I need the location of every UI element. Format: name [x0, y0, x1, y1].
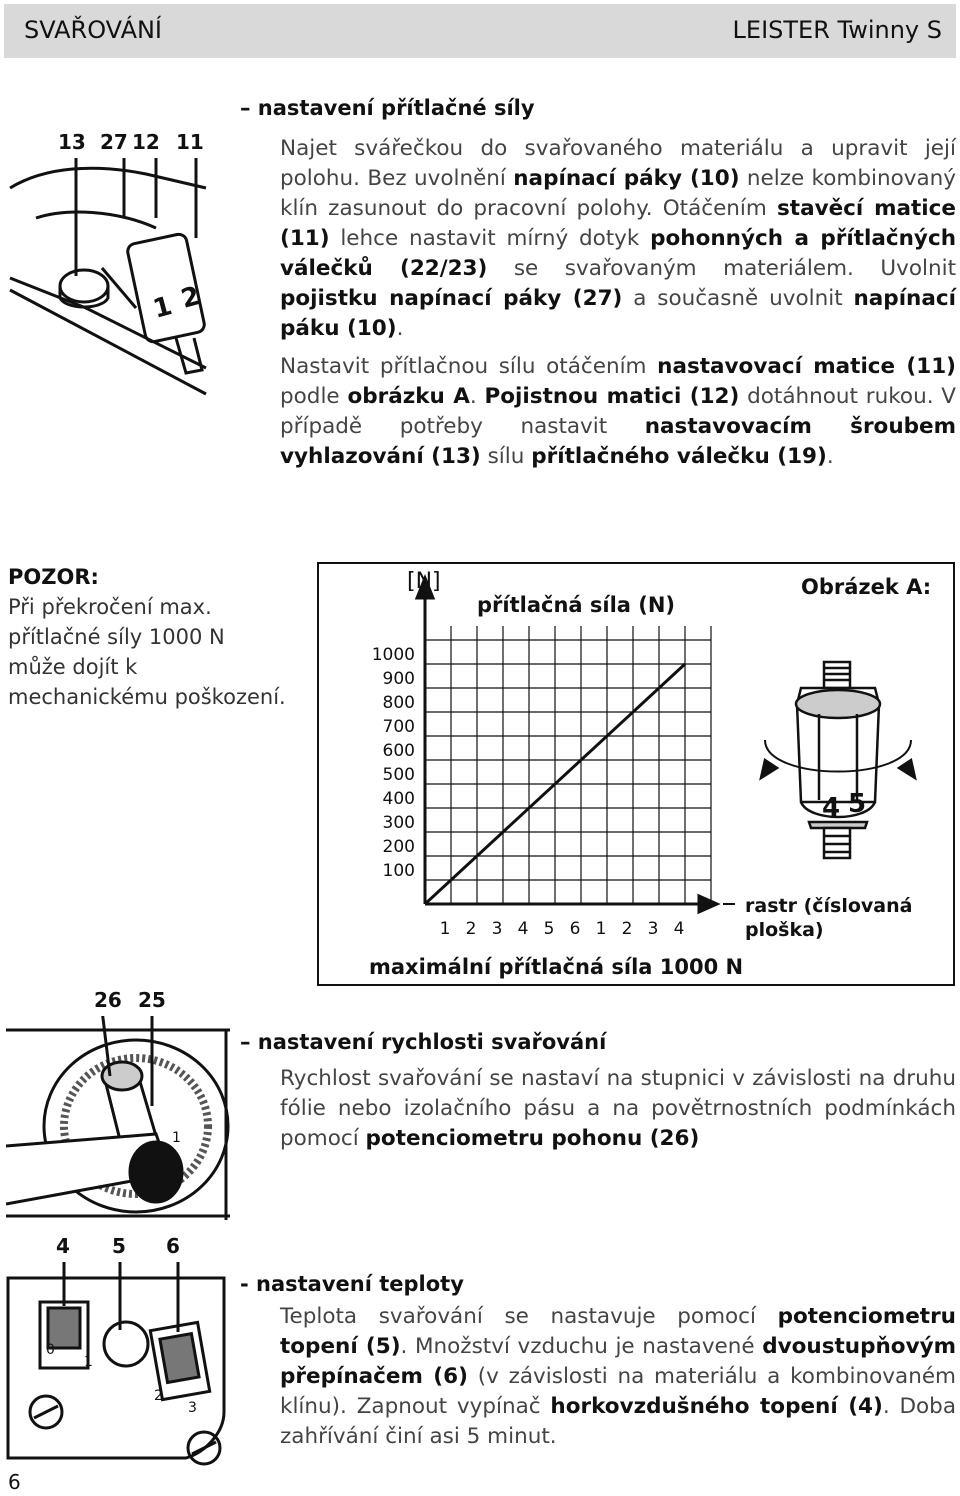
chart-x-tick-label: 3 — [647, 919, 659, 939]
paragraph-pressure-2: Nastavit přítlačnou sílu otáčením nastavovací matice (11) podle obrázku A. Pojistnou matici (12) dotáhnout rukou. V případě potřeby nastavit nastavovacím šroubem vyhlazování (13) sílu přítlačného válečku (19). — [280, 354, 957, 469]
chart-y-tick-label: 400 — [382, 789, 415, 809]
chart-y-tick-label: 500 — [382, 765, 415, 785]
fig3-mark-1: 1 — [84, 1354, 93, 1370]
chart-title: přítlačná síla (N) — [477, 593, 676, 617]
header-product-name: LEISTER Twinny S — [732, 16, 942, 44]
fig3-mark-3: 3 — [188, 1400, 197, 1416]
page-number: 6 — [8, 1470, 21, 1494]
chart-x-tick-label: 3 — [491, 919, 503, 939]
fig1-label-12: 12 — [132, 130, 160, 154]
chart-x-tick-label: 2 — [621, 919, 633, 939]
chart-y-tick-label: 900 — [382, 669, 415, 689]
x-axis-arrow — [699, 896, 717, 912]
fig2-label-25: 25 — [138, 988, 166, 1012]
raster-note: rastr (číslovaná ploška) — [745, 895, 913, 941]
warning-text: Při překročení max. přítlačné síly 1000 N může dojít k mechanickému poškození. — [8, 595, 286, 709]
chart-y-tick-label: 200 — [382, 837, 415, 857]
paragraph-temperature: Teplota svařování se nastavuje pomocí potenciometru topení (5). Množství vzduchu je nastavené dvoustupňovým přepínačem (6) (v závislosti na materiálu a kombinovaném klínu). Zapnout vypínač horkovzdušného topení (4). Doba zahřívání činí asi 5 minut. — [280, 1304, 956, 1449]
paragraph-pressure-1: Najet svářečkou do svařovaného materiálu a upravit její polohu. Bez uvolnění napínací páky (10) nelze kombinovaný klín zasunout do pracovní polohy. Otáčením stavěcí matice (11) lehce nastavit mírný dotyk pohonných a přítlačných válečků (22/23) se svařovaným materiálem. Uvolnit pojistku napínací páky (27) a současně uvolnit napínací páku (10). — [280, 136, 957, 341]
chart-y-axis-label: [N] — [407, 569, 441, 594]
fig1-label-13: 13 — [58, 130, 86, 154]
header-section-title: SVAŘOVÁNÍ — [24, 16, 163, 44]
fig3-label-4: 4 — [56, 1234, 70, 1258]
paragraph-speed: Rychlost svařování se nastaví na stupnici v závislosti na druhu fólie nebo izolačního pásu a na povětrnostních podmínkách pomocí potenciometru pohonu (26) — [280, 1066, 956, 1151]
section-title-pressure: – nastavení přítlačné síly — [240, 96, 535, 120]
speed-potentiometer-drawing — [6, 1016, 230, 1220]
figure-a-chart — [317, 562, 955, 986]
chart-x-tick-label: 1 — [439, 919, 451, 939]
chart-y-tick-label: 100 — [382, 861, 415, 881]
chart-y-tick-label: 1000 — [371, 645, 415, 665]
fig1-label-11: 11 — [176, 130, 204, 154]
figure-a-label: Obrázek A: — [801, 575, 932, 599]
chart-y-tick-label: 700 — [382, 717, 415, 737]
chart-x-tick-label: 2 — [465, 919, 477, 939]
section-title-speed: – nastavení rychlosti svařování — [240, 1030, 607, 1054]
fig3-mark-0: 0 — [46, 1342, 55, 1358]
chart-y-tick-label: 800 — [382, 693, 415, 713]
fig2-scale-mark: 1 — [172, 1130, 181, 1146]
chart-x-tick-label: 5 — [543, 919, 555, 939]
chart-x-tick-label: 4 — [673, 919, 685, 939]
fig1-roller-mark-2: 2 — [178, 281, 204, 315]
chart-x-tick-label: 4 — [517, 919, 529, 939]
chart-x-tick-label: 6 — [569, 919, 581, 939]
heater-control-panel-drawing — [6, 1262, 232, 1470]
chart-x-axis-label: maximální přítlačná síla 1000 N — [369, 955, 744, 979]
fig1-roller-mark-1: 1 — [150, 291, 176, 325]
nut-digit-5: 5 — [848, 789, 867, 819]
fig3-label-6: 6 — [166, 1234, 180, 1258]
fig1-label-27: 27 — [100, 130, 128, 154]
section-title-temperature: - nastavení teploty — [240, 1272, 464, 1296]
fig3-label-5: 5 — [112, 1234, 126, 1258]
warning-callout — [8, 562, 288, 712]
warning-label: POZOR: — [8, 565, 99, 589]
fig2-label-26: 26 — [94, 988, 122, 1012]
pressure-adjuster-drawing — [6, 158, 226, 400]
nut-digit-4: 4 — [822, 793, 841, 823]
fig3-mark-2: 2 — [154, 1388, 163, 1404]
chart-y-tick-label: 600 — [382, 741, 415, 761]
page-header — [4, 4, 956, 58]
chart-x-tick-label: 1 — [595, 919, 607, 939]
chart-y-tick-label: 300 — [382, 813, 415, 833]
adjusting-nut-drawing — [761, 662, 915, 858]
